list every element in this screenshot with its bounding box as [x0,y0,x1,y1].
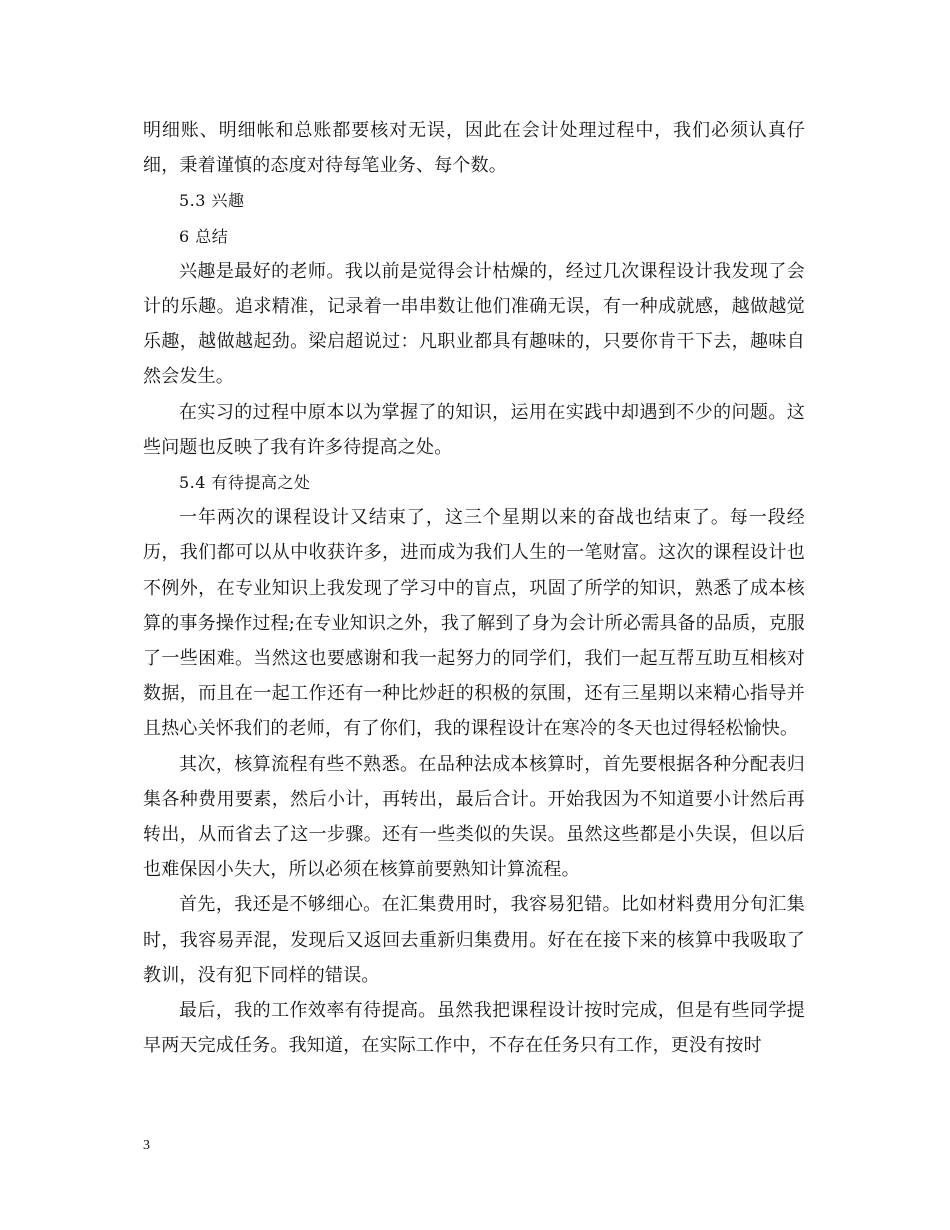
paragraph-practice-problems: 在实习的过程中原本以为掌握了的知识，运用在实践中却遇到不少的问题。这些问题也反映了我有许多待提高之处。 [143,401,805,458]
paragraph-first-point: 首先，我还是不够细心。在汇集费用时，我容易犯错。比如材料费用分旬汇集时，我容易弄混，发现后又返回去重新归集费用。好在在接下来的核算中我吸取了教训，没有犯下同样的错误。 [143,894,805,986]
paragraph-interest: 兴趣是最好的老师。我以前是觉得会计枯燥的，经过几次课程设计我发现了会计的乐趣。追求精准，记录着一串串数让他们准确无误，有一种成就感，越做越觉乐趣，越做越起劲。梁启超说过：凡职业都具有趣味的，只要你肯干下去，趣味自然会发生。 [143,260,805,388]
paragraph-second-point: 其次，核算流程有些不熟悉。在品种法成本核算时，首先要根据各种分配表归集各种费用要素，然后小计，再转出，最后合计。开始我因为不知道要小计然后再转出，从而省去了这一步骤。还有一些类似的失误。虽然这些都是小失误，但以后也难保因小失大，所以必须在核算前要熟知计算流程。 [143,753,805,881]
paragraph-continued: 明细账、明细帐和总账都要核对无误，因此在会计处理过程中，我们必须认真仔细，秉着谨慎的态度对待每笔业务、每个数。 [143,120,805,177]
section-heading-6: 6 总结 [179,226,229,246]
paragraph-course-design-summary: 一年两次的课程设计又结束了，这三个星期以来的奋战也结束了。每一段经历，我们都可以从中收获许多，进而成为我们人生的一笔财富。这次的课程设计也不例外，在专业知识上我发现了学习中的盲点，巩固了所学的知识，熟悉了成本核算的事务操作过程;在专业知识之外，我了解到了身为会计所必需具备的品质，克服了一些困难。当然这也要感谢和我一起努力的同学们，我们一起互帮互助互相核对数据，而且在一起工作还有一种比炒赶的积极的氛围，还有三星期以来精心指导并且热心关怀我们的老师，有了你们，我的课程设计在寒冷的冬天也过得轻松愉快。 [143,507,805,740]
section-heading-5-4: 5.4 有待提高之处 [179,473,311,493]
document-body [143,113,805,1063]
page-number: 3 [143,1138,150,1153]
paragraph-last-point: 最后，我的工作效率有待提高。虽然我把课程设计按时完成，但是有些同学提早两天完成任务。我知道，在实际工作中，不存在任务只有工作，更没有按时 [143,1000,805,1057]
section-heading-5-3: 5.3 兴趣 [179,191,245,211]
